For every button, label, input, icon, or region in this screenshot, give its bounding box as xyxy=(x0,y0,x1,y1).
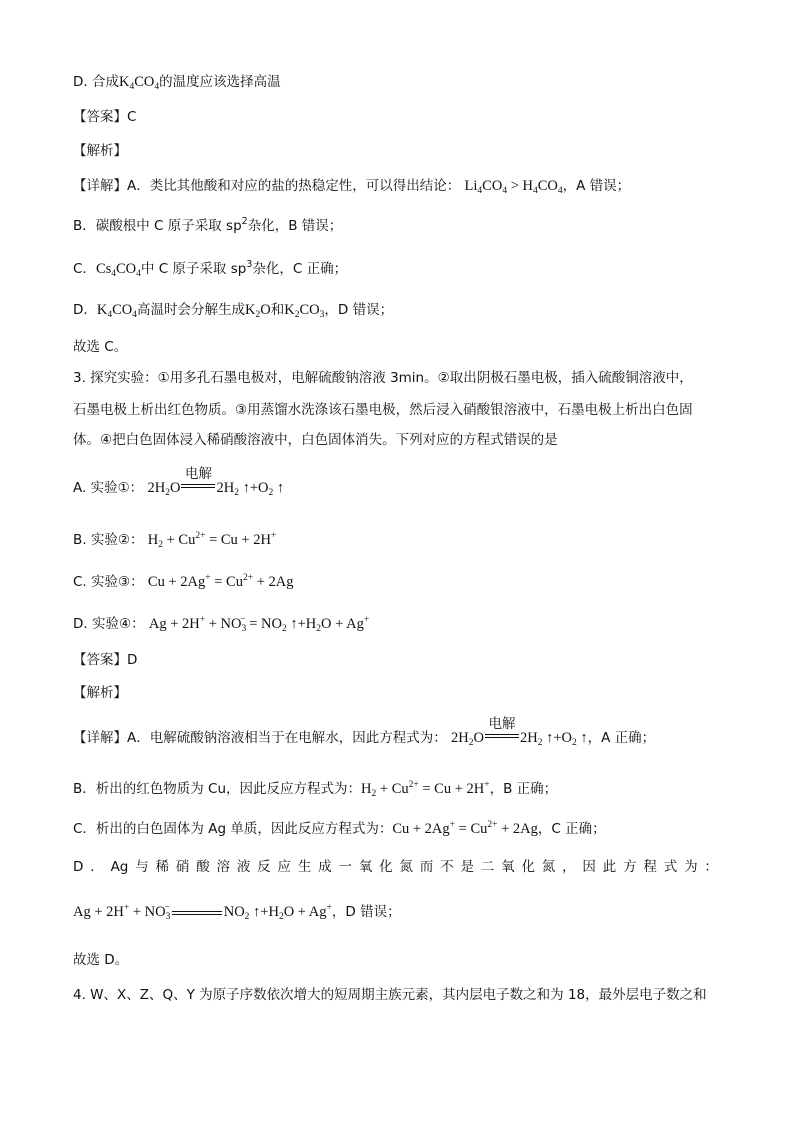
q2-detail-b: B．碳酸根中 C 原子采取 $sp^2$杂化，B 错误； xyxy=(73,216,343,234)
q3-detail-c: C．析出的白色固体为 Ag 单质，因此反应方程式为：$Cu + 2Ag^+ = Cu^{2+} + 2Ag$，C 正确； xyxy=(73,820,606,837)
equation-ag-hno3: $Ag + 2H^+ + NO_3^- = NO_2$ $↑+H_2O + Ag^+$ xyxy=(148,615,370,634)
q3-option-a: A. 实验①： $2H_2O$ 电解 $2H_2$ $↑+O_2$ ↑ xyxy=(73,466,285,498)
q2-detail-a: 【详解】A．类比其他酸和对应的盐的热稳定性，可以得出结论： $Li_4CO_4 > H_4CO_4$，A 错误； xyxy=(73,178,631,196)
q2-analysis-label: 【解析】 xyxy=(73,143,127,159)
q3-choose: 故选 D。 xyxy=(73,952,129,968)
q2-option-d: D. 合成$K_4CO_4$的温度应该选择高温 xyxy=(73,74,281,92)
justified-char: 一 xyxy=(338,859,352,875)
justified-char: D xyxy=(73,859,84,875)
justified-char: 溶 xyxy=(216,859,231,875)
q2-answer: 【答案】C xyxy=(73,109,137,125)
equation-cu-ag: $Cu + 2Ag^+ = Cu^{2+} + 2Ag$ xyxy=(392,820,538,837)
justified-char: 氧 xyxy=(358,859,373,875)
formula-k4co4: $K_4CO_4$ xyxy=(118,74,160,92)
q3-option-b: B. 实验②： $H_2 + Cu^{2+} = Cu + 2H^+$ xyxy=(73,531,277,550)
condition-electrolysis: 电解 xyxy=(181,484,215,492)
justified-char: 为 xyxy=(684,859,698,875)
justified-char: 氮 xyxy=(541,859,556,875)
justified-char: 反 xyxy=(257,859,271,875)
q3-option-d: D. 实验④： $Ag + 2H^+ + NO_3^- = NO_2$ $↑+H_2O + Ag^+$ xyxy=(73,615,370,634)
justified-char: 应 xyxy=(277,859,291,875)
justified-char: 稀 xyxy=(155,859,170,875)
justified-char: ： xyxy=(704,859,718,875)
equation-electrolysis-water: $2H_2O$ 电解 $2H_2$ $↑+O_2$ ↑ xyxy=(147,466,285,498)
q3-stem-line-1: 3. 探究实验：①用多孔石墨电极对，电解硫酸钠溶液 3min。②取出阴极石墨电极，插入硫酸铜溶液中， xyxy=(73,370,693,386)
equation-h2-cu: $H_2 + Cu^{2+} = Cu + 2H^+$ xyxy=(147,531,277,550)
justified-char: ， xyxy=(562,859,576,875)
q3-detail-a: 【详解】A．电解硫酸钠溶液相当于在电解水，因此方程式为： $2H_2O$ 电解 $2H_2$ $↑+O_2$ ↑，A 正确； xyxy=(73,716,656,748)
justified-char: 不 xyxy=(440,859,454,875)
q2-detail-d: D．$K_4CO_4$高温时会分解生成$K_2O$和$K_2CO_3$，D 错误； xyxy=(73,302,394,320)
q4-stem: 4. W、X、Z、Q、Y 为原子序数依次增大的短周期主族元素，其内层电子数之和为 18，最外层电子数之和 xyxy=(73,987,707,1003)
q3-stem-line-2: 石墨电极上析出红色物质。③用蒸馏水洗涤该石墨电极，然后浸入硝酸银溶液中，石墨电极上析出白色固 xyxy=(73,402,693,418)
justified-char: 因 xyxy=(582,859,596,875)
formula-cs4co4: $Cs_4CO_4$ xyxy=(95,261,141,279)
justified-char: 氧 xyxy=(501,859,515,875)
justified-char: 程 xyxy=(643,859,657,875)
q2-detail-c: C．$Cs_4CO_4$中 C 原子采取 $sp^3$杂化，C 正确； xyxy=(73,259,348,279)
equation-electrolysis-water: $2H_2O$ 电解 $2H_2$ $↑+O_2$ ↑ xyxy=(451,716,588,748)
justified-char: 化 xyxy=(379,859,393,875)
q3-stem-line-3: 体。④把白色固体浸入稀硝酸溶液中，白色固体消失。下列对应的方程式错误的是 xyxy=(73,432,558,448)
justified-char: 酸 xyxy=(196,859,210,875)
equation-ag-hno3-dilute: $Ag + 2H^+ + NO_3^-$ $NO_2$ $↑+H_2O + Ag^+$ xyxy=(73,903,332,922)
justified-char: 而 xyxy=(419,859,434,875)
equation-h2-cu: $H_2 + Cu^{2+} = Cu + 2H^+$ xyxy=(361,780,490,799)
justified-char: 成 xyxy=(318,859,332,875)
q3-detail-b: B．析出的红色物质为 Cu，因此反应方程式为：$H_2 + Cu^{2+} = Cu + 2H^+$，B 正确； xyxy=(73,780,558,799)
formula-k4co4: $K_4CO_4$ xyxy=(96,302,138,320)
formula-k2o: $K_2O$ xyxy=(245,302,271,320)
q3-option-c: C. 实验③： $Cu + 2Ag^+ = Cu^{2+} + 2Ag$ xyxy=(73,573,294,590)
justified-char: 是 xyxy=(460,859,474,875)
q3-analysis-label: 【解析】 xyxy=(73,685,127,701)
justified-char: ． xyxy=(90,859,104,875)
q3-answer: 【答案】D xyxy=(73,652,138,668)
justified-char: 方 xyxy=(623,859,637,875)
q3-detail-d-justified xyxy=(73,857,718,877)
justified-char: 生 xyxy=(297,859,312,875)
justified-char: 氮 xyxy=(399,859,413,875)
condition-electrolysis: 电解 xyxy=(485,734,519,742)
q2-choose: 故选 C。 xyxy=(73,339,128,355)
formula-k2co3: $K_2CO_3$ xyxy=(284,302,325,320)
justified-char: 式 xyxy=(663,859,678,875)
justified-char: 此 xyxy=(602,859,617,875)
q3-detail-d-equation: $Ag + 2H^+ + NO_3^-$ $NO_2$ $↑+H_2O + Ag^+$，D 错误； xyxy=(73,903,401,922)
justified-char: 二 xyxy=(480,859,495,875)
equation-cu-ag: $Cu + 2Ag^+ = Cu^{2+} + 2Ag$ xyxy=(147,573,294,590)
justified-char: Ag xyxy=(110,859,129,875)
justified-char: 与 xyxy=(135,859,149,875)
justified-char: 液 xyxy=(236,859,251,875)
justified-char: 化 xyxy=(521,859,535,875)
justified-char: 硝 xyxy=(175,859,190,875)
formula-li4co4-gt-h4co4: $Li_4CO_4 > H_4CO_4$ xyxy=(464,178,563,196)
